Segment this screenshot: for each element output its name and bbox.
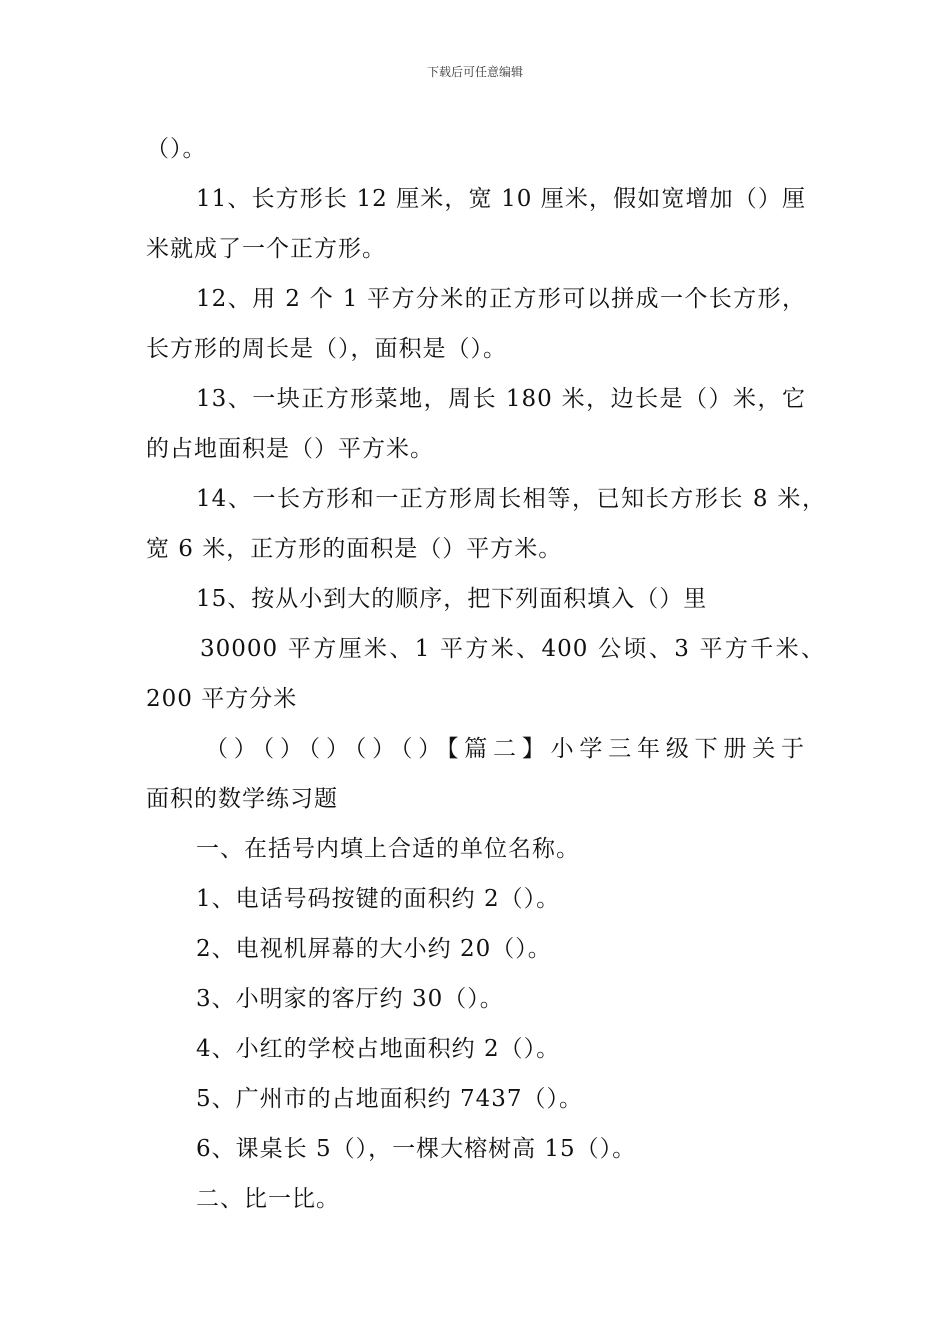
question-11: 11、长方形长 12 厘米，宽 10 厘米，假如宽增加（）厘	[196, 186, 806, 212]
text-line: 200 平方分米	[146, 686, 298, 712]
page-header: 下载后可任意编辑	[426, 65, 523, 79]
item-4: 4、小红的学校占地面积约 2（）。	[196, 1036, 561, 1062]
text-line: 面积的数学练习题	[146, 786, 338, 812]
text-line: 宽 6 米，正方形的面积是（）平方米。	[146, 536, 563, 562]
item-2: 2、电视机屏幕的大小约 20（）。	[196, 936, 552, 962]
item-3: 3、小明家的客厅约 30（）。	[196, 986, 504, 1012]
text-line: 的占地面积是（）平方米。	[146, 436, 434, 462]
section-two-heading: （）（）（）（）（）【篇二】小学三年级下册关于	[205, 736, 805, 762]
text-line: （）。	[146, 136, 207, 162]
question-14: 14、一长方形和一正方形周长相等，已知长方形长 8 米，	[196, 486, 826, 512]
question-12: 12、用 2 个 1 平方分米的正方形可以拼成一个长方形，	[196, 286, 806, 312]
part-one-heading: 一、在括号内填上合适的单位名称。	[196, 836, 580, 862]
text-line: 长方形的周长是（），面积是（）。	[146, 336, 507, 362]
area-list: 30000 平方厘米、1 平方米、400 公顷、3 平方千米、	[200, 636, 825, 662]
question-13: 13、一块正方形菜地，周长 180 米，边长是（）米，它	[196, 386, 806, 412]
item-1: 1、电话号码按键的面积约 2（）。	[196, 886, 561, 912]
question-15: 15、按从小到大的顺序，把下列面积填入（）里	[196, 586, 708, 612]
part-two-heading: 二、比一比。	[196, 1186, 340, 1212]
item-5: 5、广州市的占地面积约 7437（）。	[196, 1086, 583, 1112]
item-6: 6、课桌长 5（），一棵大榕树高 15（）。	[196, 1136, 637, 1162]
text-line: 米就成了一个正方形。	[146, 236, 386, 262]
